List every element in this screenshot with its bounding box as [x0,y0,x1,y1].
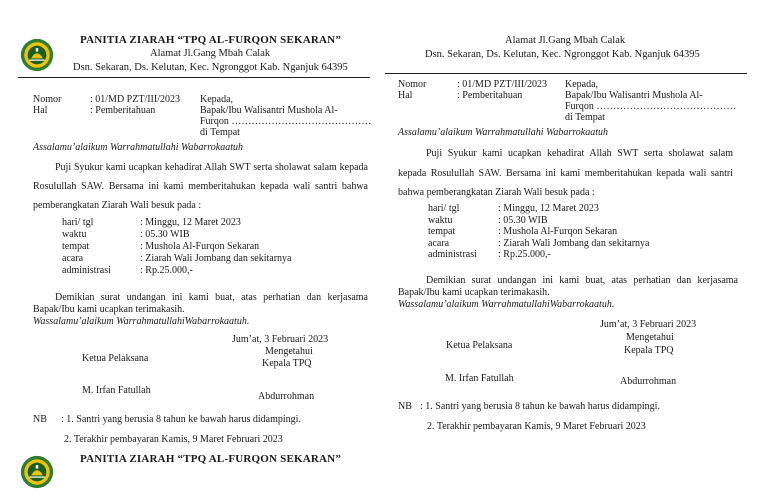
nb-label: NB [398,401,412,412]
kepala-name: Abdurrohman [620,376,677,387]
nb-item-1: : 1. Santri yang berusia 8 tahun ke bawah harus didampingi. [420,401,660,412]
header-divider [18,77,370,78]
detail-label: acara [62,253,84,264]
recipient-line-1: Kepada, [565,79,599,90]
detail-value: : Minggu, 12 Maret 2023 [140,217,241,228]
letter-date: Jum’at, 3 Februari 2023 [600,319,697,330]
recipient-line-3: Furqon …………………………………… [200,116,372,127]
detail-label: waktu [62,229,87,240]
nomor-value: : 01/MD PZT/III/2023 [90,94,180,105]
ketua-name: M. Irfan Fatullah [445,373,514,384]
detail-label: waktu [428,214,453,226]
detail-value: : Ziarah Wali Jombang dan sekitarnya [140,253,292,264]
header-divider [385,73,747,74]
hal-value: : Pemberitahuan [90,105,156,116]
recipient-line-2: Bapak/Ibu Walisantri Mushola Al- [200,105,338,116]
detail-label: hari/ tgl [428,203,460,214]
committee-title: PANITIA ZIARAH “TPQ AL-FURQON SEKARAN” [80,34,342,46]
detail-value: : Ziarah Wali Jombang dan sekitarnya [498,237,650,249]
nb-item-2: 2. Terakhir pembayaran Kamis, 9 Maret Februari 2023 [64,434,283,445]
details-row [428,203,649,261]
nb-item-2: 2. Terakhir pembayaran Kamis, 9 Maret Februari 2023 [427,421,646,432]
letter-date: Jum’at, 3 Februari 2023 [232,334,329,345]
detail-value: : Mushola Al-Furqon Sekaran [140,241,260,252]
intro-paragraph: Puji Syukur kami ucapkan kehadirat Allah SWT serta sholawat salam kepada Rosulullah SAW. Bersama ini kami memberitahukan kepada wali santri bahwa pemberangkatan Ziarah Wali besuk pada : [33,162,368,211]
detail-value: : Minggu, 12 Maret 2023 [498,203,599,214]
detail-label: administrasi [428,249,477,260]
nb-item-1: : 1. Santri yang berusia 8 tahun ke bawah harus didampingi. [61,414,301,425]
detail-label: tempat [428,226,456,237]
intro-paragraph: Puji Syukur kami ucapkan kehadirat Allah SWT serta sholawat salam kepada Rosulullah SAW. Bersama ini kami memberitahukan kepada wali santri bahwa pemberangkatan Ziarah Wali besuk pada : [398,148,733,198]
ketua-label: Ketua Pelaksana [82,353,149,364]
recipient-line-4: di Tempat [565,112,605,123]
mengetahui-label: Mengetahui [265,346,313,357]
hal-label: Hal [398,90,413,101]
details-table [62,217,291,277]
tpq-logo-footer [20,455,54,489]
closing-greeting: Wassalamu’alaikum WarrahmatullahiWabarrokaatuh. [398,299,615,310]
tpq-logo [20,38,54,72]
detail-value: : 05.30 WIB [498,214,548,226]
detail-label: administrasi [62,265,111,276]
nomor-value: : 01/MD PZT/III/2023 [457,79,547,90]
recipient-line-2: Bapak/Ibu Walisantri Mushola Al- [565,90,703,101]
closing-paragraph: Demikian surat undangan ini kami buat, atas perhatian dan kerjasama Bapak/Ibu kami ucapkan terimakasih. [398,275,738,298]
kepala-name: Abdurrohman [258,391,315,402]
detail-label: acara [428,237,450,249]
nomor-label: Nomor [398,79,427,90]
closing-greeting: Wassalamu’alaikum WarrahmatullahiWabarrokaatuh. [33,316,250,327]
nb-label: NB [33,414,47,425]
ketua-name: M. Irfan Fatullah [82,385,151,396]
address-line-1: Alamat Jl.Gang Mbah Calak [505,35,626,46]
closing-paragraph: Demikian surat undangan ini kami buat, atas perhatian dan kerjasama Bapak/Ibu kami ucapkan terimakasih. [33,292,368,315]
hal-value: : Pemberitahuan [457,90,523,101]
address-line-1: Alamat Jl.Gang Mbah Calak [150,48,271,59]
kepala-label: Kepala TPQ [262,358,312,369]
opening-greeting: Assalamu’alaikum Warrahmatullahi Wabarrokaatuh [33,142,244,153]
footer-committee-title: PANITIA ZIARAH “TPQ AL-FURQON SEKARAN” [80,453,342,465]
detail-label: hari/ tgl [62,217,94,228]
recipient-line-4: di Tempat [200,127,240,138]
opening-greeting: Assalamu’alaikum Warrahmatullahi Wabarrokaatuh [398,127,609,138]
detail-label: tempat [62,241,90,252]
details-table [428,203,649,261]
detail-value: : Mushola Al-Furqon Sekaran [498,226,618,237]
hal-label: Hal [33,105,48,116]
ketua-label: Ketua Pelaksana [446,340,513,351]
address-line-2: Dsn. Sekaran, Ds. Kelutan, Kec. Ngronggot Kab. Nganjuk 64395 [73,62,348,73]
detail-value: : 05.30 WIB [140,229,190,240]
recipient-line-3: Furqon …………………………………… [565,101,737,112]
recipient-line-1: Kepada, [200,94,234,105]
detail-value: : Rp.25.000,- [498,249,551,260]
nomor-label: Nomor [33,94,62,105]
details-row [62,217,291,277]
address-line-2: Dsn. Sekaran, Ds. Kelutan, Kec. Ngronggot Kab. Nganjuk 64395 [425,49,700,60]
detail-value: : Rp.25.000,- [140,265,193,276]
kepala-label: Kepala TPQ [624,345,674,356]
mengetahui-label: Mengetahui [626,332,674,343]
